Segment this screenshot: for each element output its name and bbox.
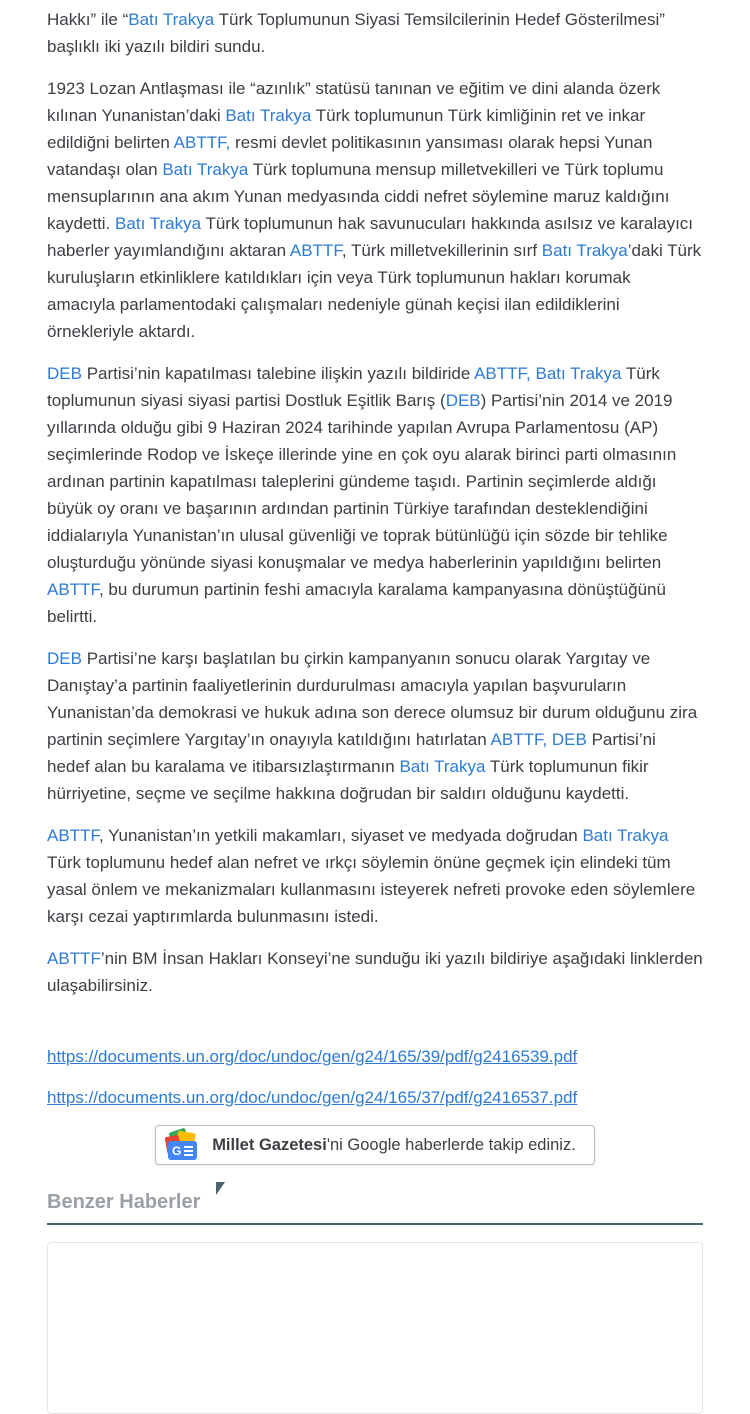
text-run: Türk toplumunun hak savunucuları hakkında asılsız ve karalayıcı haberler yayımlandığını aktaran [47, 214, 694, 260]
article-paragraph [47, 6, 703, 60]
inline-link[interactable]: Batı Trakya [582, 826, 669, 845]
text-run: Türk toplumunun siyasi siyasi partisi Dostluk Eşitlik Barış ( [47, 364, 660, 410]
similar-news-divider [47, 1223, 703, 1225]
inline-link[interactable]: DEB [47, 364, 82, 383]
text-run: , bu durumun partinin feshi amacıyla karalama kampanyasına dönüştüğünü belirtti. [47, 580, 666, 626]
pdf-link-2[interactable]: https://documents.un.org/doc/undoc/gen/g24/165/37/pdf/g2416537.pdf [47, 1088, 578, 1107]
inline-link[interactable]: DEB [47, 649, 82, 668]
text-run: Hakkı” ile “ [47, 10, 129, 29]
inline-link[interactable]: DEB [445, 391, 481, 410]
google-follow-rest: 'ni Google haberlerde takip ediniz. [326, 1135, 576, 1154]
inline-link[interactable]: Batı Trakya [115, 214, 202, 233]
similar-news-title: Benzer Haberler [47, 1191, 201, 1213]
text-run: resmi devlet politikasının yansıması olarak hepsi Yunan vatandaşı olan [47, 133, 653, 179]
pdf-links-block [47, 1043, 703, 1111]
inline-link[interactable]: Batı Trakya [225, 106, 312, 125]
text-run: Partisi’ni hedef alan bu karalama ve itibarsızlaştırmanın [47, 730, 656, 776]
inline-link[interactable]: Batı Trakya [535, 364, 622, 383]
inline-link[interactable]: ABTTF, [474, 364, 531, 383]
article-paragraph [47, 822, 703, 930]
inline-link[interactable]: ABTTF [289, 241, 342, 260]
text-run: ) Partisi’nin 2014 ve 2019 yıllarında olduğu gibi 9 Haziran 2024 tarihinde yapılan Avrupa Parlamentosu (AP) seçimlerinde Rodop ve İskeçe illerinde yine en çok oyu alarak birinci parti olmasının ardınan partinin kapatılması taleplerini gündeme taşıdı. Partinin seçimlerde aldığı büyük oy oranı ve başarının ardından partinin Türkiye tarafından desteklendiğini iddialarıyla Yunanistan’ın ulusal güvenliği ve toprak bütünlüğü için sözde bir tehlike oluşturduğu yönünde siyasi konuşmalar ve medya haberlerinin yapıldığını belirten [47, 391, 677, 572]
similar-news-container [47, 1242, 703, 1414]
flag-triangle-icon [216, 1182, 225, 1195]
google-follow-badge-wrap [0, 1125, 750, 1165]
google-news-icon [166, 1130, 198, 1160]
text-run: ’nin BM İnsan Hakları Konseyi’ne sunduğu iki yazılı bildiriye aşağıdaki linklerden ulaşabilirsiniz. [47, 949, 703, 995]
similar-news-section [0, 1191, 750, 1414]
google-news-icon-lines [184, 1146, 193, 1156]
inline-link[interactable]: ABTTF [47, 826, 99, 845]
text-run: Partisi’nin kapatılması talebine ilişkin yazılı bildiride [81, 364, 475, 383]
google-follow-brand: Millet Gazetesi [212, 1135, 327, 1154]
inline-link[interactable]: ABTTF [47, 949, 101, 968]
inline-link[interactable]: Batı Trakya [541, 241, 628, 260]
text-run: 1923 Lozan Antlaşması ile “azınlık” statüsü tanınan ve eğitim ve dini alanda özerk kılınan Yunanistan’daki [47, 79, 661, 125]
text-run: Türk Toplumunun Siyasi Temsilcilerinin Hedef Gösterilmesi” başlıklı iki yazılı bildiri sundu. [47, 10, 665, 56]
google-news-follow-button[interactable] [155, 1125, 595, 1165]
text-run: Türk toplumunun fikir hürriyetine, seçme ve seçilme hakkına doğrudan bir saldırı olduğunu kaydetti. [47, 757, 649, 803]
inline-link[interactable]: ABTTF [47, 580, 99, 599]
inline-link[interactable]: Batı Trakya [128, 10, 215, 29]
text-run: Türk toplumuna mensup milletvekilleri ve Türk toplumu mensuplarının ana akım Yunan medyasında ciddi nefret söylemine maruz kaldığını kaydetti. [47, 160, 670, 233]
text-run: , Türk milletvekillerinin sırf [341, 241, 542, 260]
article-paragraph [47, 645, 703, 807]
text-run: Türk toplumunu hedef alan nefret ve ırkçı söylemin önüne geçmek için elindeki tüm yasal önlem ve mekanizmaları kullanmasını isteyerek nefreti provoke eden söylemlere karşı cezai yaptırımlarda bulunmasını istedi. [47, 853, 696, 926]
inline-link[interactable]: Batı Trakya [162, 160, 249, 179]
pdf-link-row [47, 1084, 703, 1111]
article-paragraph [47, 75, 703, 345]
pdf-link-1[interactable]: https://documents.un.org/doc/undoc/gen/g24/165/39/pdf/g2416539.pdf [47, 1047, 578, 1066]
text-run: Partisi’ne karşı başlatılan bu çirkin kampanyanın sonucu olarak Yargıtay ve Danıştay’a partinin faaliyetlerinin durdurulması amacıyla yapılan başvuruların Yunanistan’da demokrasi ve hukuk adına son derece olumsuz bir durum olduğunu zira partinin seçimlere Yargıtay’ın onayıyla katıldığını hatırlatan [47, 649, 698, 749]
text-run: ’daki Türk kuruluşların etkinliklere katıldıkları için veya Türk toplumunun hakları korumak amacıyla parlamentodaki çalışmaları nedeniyle günah keçisi ilan edildiklerini örnekleriyle aktardı. [47, 241, 702, 341]
google-news-icon-g-letter: G [172, 1143, 182, 1158]
text-run: , Yunanistan’ın yetkili makamları, siyaset ve medyada doğrudan [98, 826, 583, 845]
article-paragraph [47, 945, 703, 999]
article-paragraph [47, 360, 703, 630]
inline-link[interactable]: Batı Trakya [399, 757, 486, 776]
inline-link[interactable]: ABTTF, [173, 133, 231, 152]
similar-news-header [47, 1191, 703, 1225]
inline-link[interactable]: ABTTF, DEB [490, 730, 587, 749]
google-news-icon-blue-card [168, 1141, 197, 1160]
google-follow-text [212, 1136, 576, 1155]
text-run: Türk toplumunun Türk kimliğinin ret ve inkar edildiğni belirten [47, 106, 646, 152]
pdf-link-row [47, 1043, 703, 1070]
